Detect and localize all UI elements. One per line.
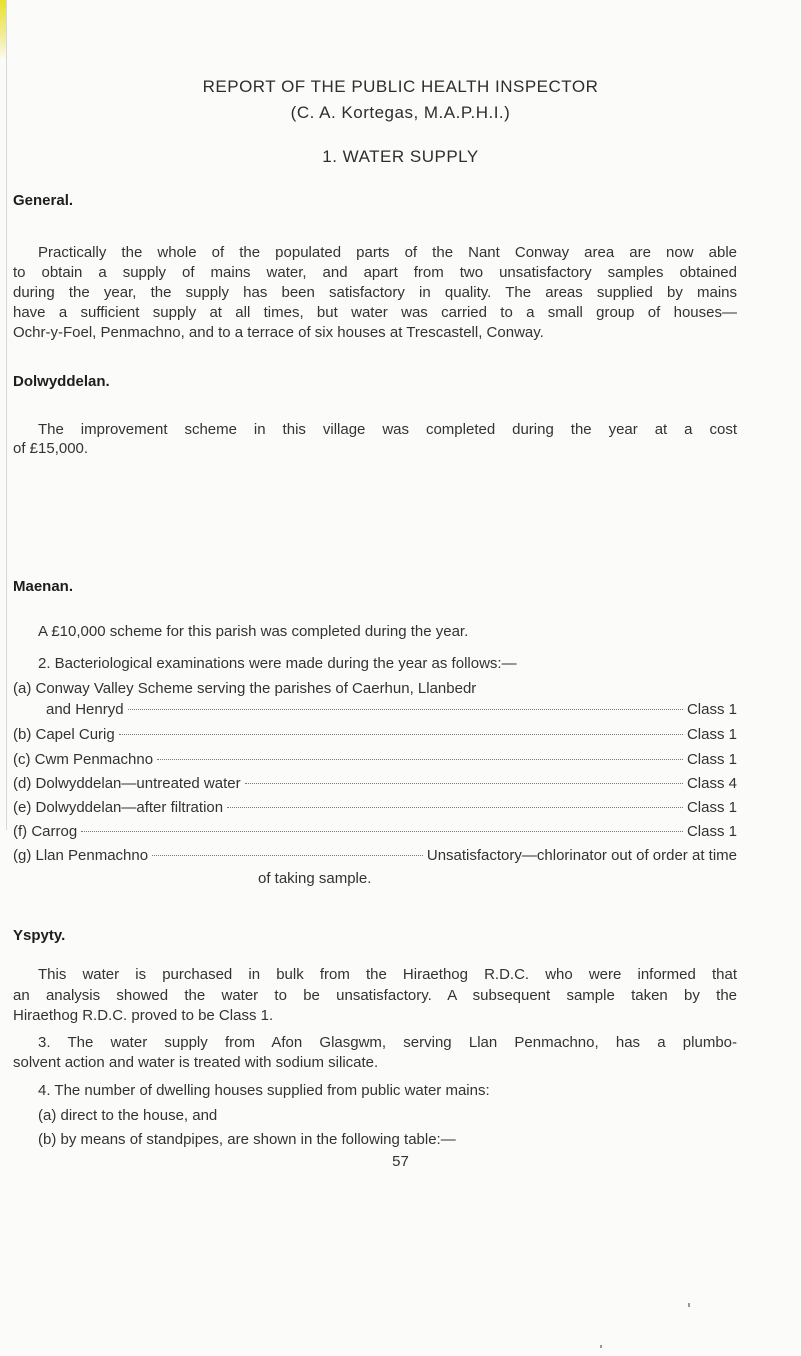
bacteriological-intro: 2. Bacteriological examinations were made during the year as follows:— [38,655,517,672]
dolwyddelan-heading: Dolwyddelan. [13,373,110,390]
general-paragraph [38,243,737,263]
sample-label: (b) Capel Curig [13,726,115,743]
leader-dots [157,759,683,760]
sample-label: (f) Carrog [13,823,78,840]
sample-row [13,726,737,746]
sample-row [13,799,737,819]
sample-row [13,775,737,795]
dolwyddelan-line: The improvement scheme in this village was completed during the year at a cost [38,421,737,438]
leader-dots [227,807,683,808]
leader-dots [245,783,683,784]
sample-row [13,751,737,771]
paragraph-3-line: 3. The water supply from Afon Glasgwm, serving Llan Penmachno, has a plumbo- [38,1034,737,1051]
yspyty-heading: Yspyty. [13,927,66,944]
sample-label: and Henryd [46,701,124,718]
dolwyddelan-paragraph [38,420,737,440]
leader-dots [128,709,683,710]
yspyty-paragraph-cont [13,986,737,1026]
sample-class: Class 1 [686,726,737,743]
maenan-heading: Maenan. [13,578,74,595]
general-line: Practically the whole of the populated parts of the Nant Conway area are now able [38,244,737,261]
page-binding-edge [6,0,7,830]
general-line: Ochr-y-Foel, Penmachno, and to a terrace of six houses at Trescastell, Conway. [13,324,544,341]
paragraph-3 [38,1033,737,1053]
yspyty-line: an analysis showed the water to be unsatisfactory. A subsequent sample taken by the [13,987,737,1004]
sample-label: (c) Cwm Penmachno [13,751,154,768]
report-title: REPORT OF THE PUBLIC HEALTH INSPECTOR [202,77,599,96]
general-heading: General. [13,192,74,209]
sample-class: Class 1 [686,823,737,840]
general-line: have a sufficient supply at all times, but water was carried to a small group of houses— [13,304,737,321]
section-title: 1. WATER SUPPLY [322,147,479,166]
general-paragraph-cont [13,263,737,343]
sample-class: Class 1 [686,701,737,718]
sample-row [13,847,737,867]
item-a-line1: (a) Conway Valley Scheme serving the parishes of Caerhun, Llanbedr [13,680,477,697]
page-number: 57 [392,1153,409,1170]
sample-class: Class 4 [686,775,737,792]
item-g-line2: of taking sample. [258,870,372,887]
leader-dots [81,831,683,832]
leader-dots [119,734,683,735]
general-line: to obtain a supply of mains water, and apart from two unsatisfactory samples obtained [13,264,737,281]
dolwyddelan-line: of £15,000. [13,440,89,457]
general-line: during the year, the supply has been satisfactory in quality. The areas supplied by mains [13,284,737,301]
report-author: (C. A. Kortegas, M.A.P.H.I.) [290,103,511,122]
paragraph-4: 4. The number of dwelling houses supplied from public water mains: [38,1082,490,1099]
sample-class: Class 1 [686,799,737,816]
yspyty-line: This water is purchased in bulk from the Hiraethog R.D.C. who were informed that [38,966,737,983]
yspyty-line: Hiraethog R.D.C. proved to be Class 1. [13,1007,274,1024]
maenan-text: A £10,000 scheme for this parish was completed during the year. [38,623,469,640]
sample-row [46,701,737,721]
paragraph-3-line: solvent action and water is treated with sodium silicate. [13,1054,379,1071]
scan-speck [600,1345,602,1348]
leader-dots [152,855,423,856]
sample-class: Unsatisfactory—chlorinator out of order at time [426,847,737,864]
sample-row [13,823,737,843]
paragraph-4b: (b) by means of standpipes, are shown in the following table:— [38,1131,456,1148]
yspyty-paragraph [38,965,737,985]
sample-label: (d) Dolwyddelan—untreated water [13,775,241,792]
sample-label: (g) Llan Penmachno [13,847,149,864]
sample-class: Class 1 [686,751,737,768]
scan-speck [688,1303,690,1307]
paragraph-4a: (a) direct to the house, and [38,1107,218,1124]
sample-label: (e) Dolwyddelan—after filtration [13,799,224,816]
